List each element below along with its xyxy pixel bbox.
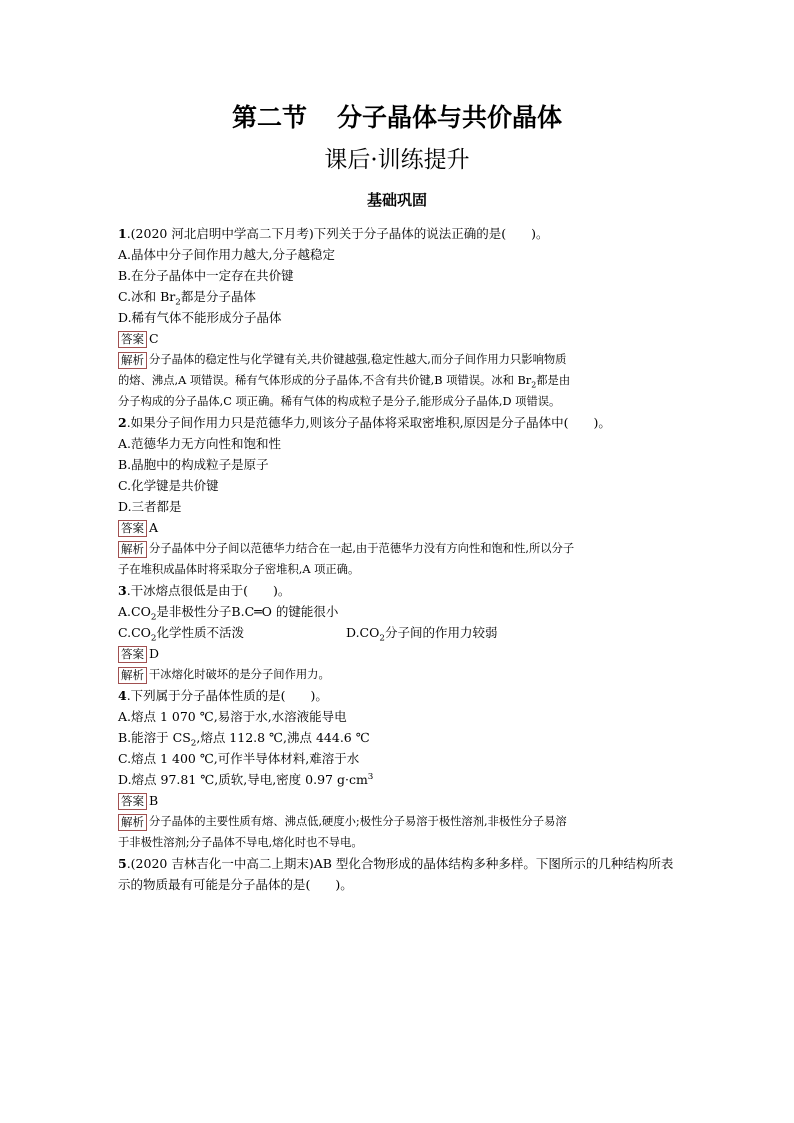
- chapter-name: 分子晶体与共价晶体: [337, 103, 563, 132]
- q4-option-a: A.熔点 1 070 ℃,易溶于水,水溶液能导电: [118, 709, 347, 724]
- chapter-label: 第二节: [231, 103, 307, 132]
- analysis-tag: 解析: [118, 814, 147, 831]
- q4-option-b: B.能溶于 $CS_2$,熔点 112.8 ℃,沸点 444.6 ℃: [118, 730, 370, 749]
- q2-option-d: D.三者都是: [118, 499, 182, 514]
- q2-number: 2: [118, 415, 127, 430]
- q3-analysis-line-1: 解析 干冰熔化时破坏的是分子间作用力。: [118, 664, 678, 685]
- question-list: [118, 223, 678, 895]
- q3-option-b: B.C═O 的键能很小: [231, 604, 339, 619]
- q1-option-a: A.晶体中分子间作用力越大,分子越稳定: [118, 247, 335, 262]
- q3-options-ab: [118, 601, 678, 622]
- q4-option-c: C.熔点 1 400 ℃,可作半导体材料,难溶于水: [118, 751, 360, 766]
- q1-answer: 答案 C: [118, 328, 678, 349]
- q4-number: 4: [118, 688, 127, 703]
- q4-analysis-line-1: 解析 分子晶体的主要性质有熔、沸点低,硬度小;极性分子易溶于极性溶剂,非极性分子易溶: [118, 811, 678, 832]
- q4-stem: 4.下列属于分子晶体性质的是( )。: [118, 688, 328, 703]
- q3-number: 3: [118, 583, 127, 598]
- q3-option-c: $C.CO_2$化学性质不活泼: [118, 625, 244, 644]
- q2-option-c: C.化学键是共价键: [118, 478, 219, 493]
- q1-stem: 1.(2020 河北启明中学高二下月考)下列关于分子晶体的说法正确的是( )。: [118, 226, 549, 241]
- q5-stem: 5.(2020 吉林吉化一中高二上期末)AB 型化合物形成的晶体结构多种多样。下图所示的几种结构所表示的物质最有可能是分子晶体的是( )。: [118, 856, 674, 892]
- answer-tag: 答案: [118, 646, 147, 663]
- q2-stem: 2.如果分子间作用力只是范德华力,则该分子晶体将采取密堆积,原因是分子晶体中( )。: [118, 415, 611, 430]
- q3-option-d: $D.CO_2$分子间的作用力较弱: [346, 625, 498, 644]
- q1-analysis-line-1: 解析 分子晶体的稳定性与化学键有关,共价键越强,稳定性越大,而分子间作用力只影响物质: [118, 349, 678, 370]
- q1-option-c: C.冰和 $Br_2$都是分子晶体: [118, 289, 256, 308]
- q4-answer: 答案 B: [118, 790, 678, 811]
- analysis-tag: 解析: [118, 541, 147, 558]
- q4-analysis-line-2: 于非极性溶剂;分子晶体不导电,熔化时也不导电。: [118, 836, 363, 849]
- answer-tag: 答案: [118, 793, 147, 810]
- q1-number: 1: [118, 226, 127, 241]
- answer-tag: 答案: [118, 520, 147, 537]
- q2-option-a: A.范德华力无方向性和饱和性: [118, 436, 282, 451]
- q3-stem: 3.干冰熔点很低是由于( )。: [118, 583, 291, 598]
- q2-analysis-line-2: 子在堆积成晶体时将采取分子密堆积,A 项正确。: [118, 563, 360, 576]
- q1-analysis-line-2: 的熔、沸点,A 项错误。稀有气体形成的分子晶体,不含有共价键,B 项错误。冰和 $Br_2$都是由: [118, 374, 571, 390]
- q3-option-a: $A.CO_2$是非极性分子: [118, 604, 232, 623]
- section-heading: 基础巩固: [366, 191, 427, 209]
- q2-option-b: B.晶胞中的构成粒子是原子: [118, 457, 269, 472]
- q3-options-cd: [118, 622, 678, 643]
- q4-option-d: D.熔点 97.81 ℃,质软,导电,密度 0.97 $g\cdot cm^3$: [118, 771, 374, 787]
- q1-analysis-line-3: 分子构成的分子晶体,C 项正确。稀有气体的构成粒子是分子,能形成分子晶体,D 项错误。: [118, 395, 561, 408]
- q1-option-b: B.在分子晶体中一定存在共价键: [118, 268, 294, 283]
- q3-answer: 答案 D: [118, 643, 678, 664]
- q1-option-d: D.稀有气体不能形成分子晶体: [118, 310, 282, 325]
- analysis-tag: 解析: [118, 667, 147, 684]
- analysis-tag: 解析: [118, 352, 147, 369]
- q2-analysis-line-1: 解析 分子晶体中分子间以范德华力结合在一起,由于范德华力没有方向性和饱和性,所以分子: [118, 538, 678, 559]
- answer-tag: 答案: [118, 331, 147, 348]
- q2-answer: 答案 A: [118, 517, 678, 538]
- page-title: [0, 100, 794, 136]
- page-subtitle: 课后·训练提升: [324, 147, 470, 173]
- q5-number: 5: [118, 856, 127, 871]
